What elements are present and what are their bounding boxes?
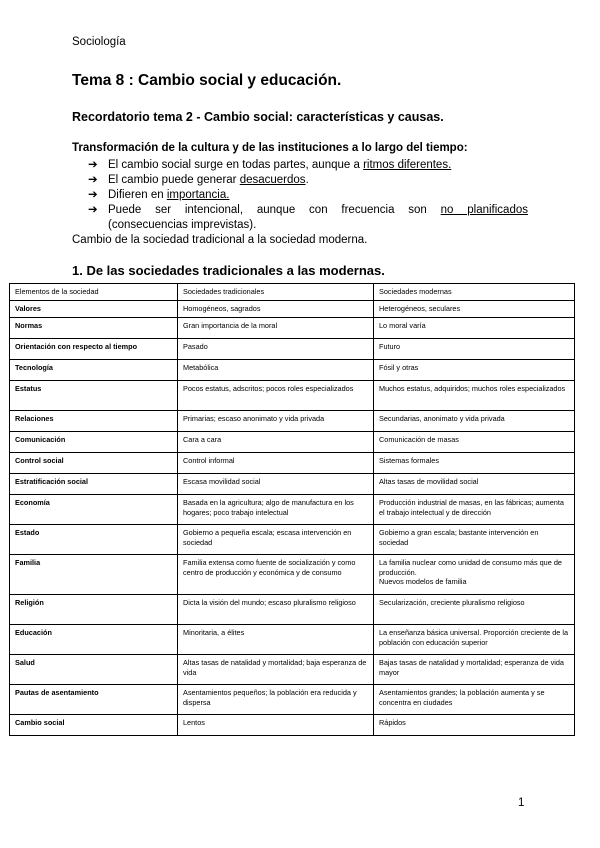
table-row <box>10 318 575 339</box>
table-cell: Altas tasas de natalidad y mortalidad; baja esperanza de vida <box>178 655 374 685</box>
table-cell: Minoritaria, a élites <box>178 625 374 655</box>
comparison-table <box>9 283 575 736</box>
table-cell: Salud <box>10 655 178 685</box>
table-row <box>10 715 575 736</box>
table-row <box>10 595 575 625</box>
table-cell: La familia nuclear como unidad de consumo más que de producción. Nuevos modelos de familia <box>374 555 575 595</box>
table-cell: Estatus <box>10 381 178 411</box>
list-item: ➔ Puede ser intencional, aunque con frecuencia son no planificados (consecuencias imprevistas). <box>88 204 528 231</box>
table-row <box>10 432 575 453</box>
table-cell: Altas tasas de movilidad social <box>374 474 575 495</box>
table-cell: Familia extensa como fuente de socialización y como centro de producción y económica y de consumo <box>178 555 374 595</box>
table-cell: Gobierno a gran escala; bastante intervención en sociedad <box>374 525 575 555</box>
table-row <box>10 685 575 715</box>
table-cell: Asentamientos grandes; la población aumenta y se concentra en ciudades <box>374 685 575 715</box>
table-header-cell: Elementos de la sociedad <box>10 284 178 301</box>
arrow-icon: ➔ <box>88 159 98 171</box>
table-cell: Relaciones <box>10 411 178 432</box>
table-cell: Pautas de asentamiento <box>10 685 178 715</box>
subject-label: Sociología <box>72 36 126 48</box>
table-cell: Basada en la agricultura; algo de manufactura en los hogares; poco trabajo intelectual <box>178 495 374 525</box>
table-cell: Familia <box>10 555 178 595</box>
table-cell: Pasado <box>178 339 374 360</box>
table-cell: Tecnología <box>10 360 178 381</box>
table-cell: Producción industrial de masas, en las fábricas; aumenta el trabajo intelectual y de dirección <box>374 495 575 525</box>
table-header-cell: Sociedades modernas <box>374 284 575 301</box>
table-cell: Lentos <box>178 715 374 736</box>
table-cell: Estado <box>10 525 178 555</box>
table-row <box>10 655 575 685</box>
table-cell: Pocos estatus, adscritos; pocos roles especializados <box>178 381 374 411</box>
closing-text: Cambio de la sociedad tradicional a la sociedad moderna. <box>72 234 368 246</box>
table-cell: Orientación con respecto al tiempo <box>10 339 178 360</box>
table-row <box>10 411 575 432</box>
table-cell: Educación <box>10 625 178 655</box>
table-cell: Futuro <box>374 339 575 360</box>
list-item: ➔ Difieren en importancia. <box>88 189 230 201</box>
table-cell: Religión <box>10 595 178 625</box>
table-row <box>10 495 575 525</box>
table-row <box>10 339 575 360</box>
table-row <box>10 381 575 411</box>
subtitle: Recordatorio tema 2 - Cambio social: características y causas. <box>72 110 444 124</box>
table-cell: Gobierno a pequeña escala; escasa intervención en sociedad <box>178 525 374 555</box>
table-cell: Comunicación de masas <box>374 432 575 453</box>
arrow-icon: ➔ <box>88 189 98 201</box>
arrow-icon: ➔ <box>88 174 98 186</box>
table-cell: Gran importancia de la moral <box>178 318 374 339</box>
table-header-cell: Sociedades tradicionales <box>178 284 374 301</box>
bullet-list <box>88 158 528 233</box>
list-item: ➔ El cambio puede generar desacuerdos. <box>88 174 309 186</box>
table-row <box>10 625 575 655</box>
table-cell: Estratificación social <box>10 474 178 495</box>
table-cell: Normas <box>10 318 178 339</box>
table-cell: Homogéneos, sagrados <box>178 301 374 318</box>
table-cell: Rápidos <box>374 715 575 736</box>
table-cell: Escasa movilidad social <box>178 474 374 495</box>
page-title: Tema 8 : Cambio social y educación. <box>72 72 342 89</box>
table-cell: Heterogéneos, seculares <box>374 301 575 318</box>
table-cell: Primarias; escaso anonimato y vida privada <box>178 411 374 432</box>
table-cell: Control informal <box>178 453 374 474</box>
table-row <box>10 453 575 474</box>
section-title: 1. De las sociedades tradicionales a las modernas. <box>72 263 385 278</box>
table-row <box>10 360 575 381</box>
table-cell: Economía <box>10 495 178 525</box>
table-cell: Valores <box>10 301 178 318</box>
table-cell: Bajas tasas de natalidad y mortalidad; esperanza de vida mayor <box>374 655 575 685</box>
table-row <box>10 474 575 495</box>
arrow-icon: ➔ <box>88 204 98 216</box>
page-number: 1 <box>518 797 525 809</box>
table-row <box>10 525 575 555</box>
table-cell: Lo moral varía <box>374 318 575 339</box>
table-header-row <box>10 284 575 301</box>
intro-heading: Transformación de la cultura y de las instituciones a lo largo del tiempo: <box>72 142 468 154</box>
table-cell: Secundarias, anonimato y vida privada <box>374 411 575 432</box>
table-cell: La enseñanza básica universal. Proporción creciente de la población con educación superior <box>374 625 575 655</box>
table-cell: Asentamientos pequeños; la población era reducida y dispersa <box>178 685 374 715</box>
table-cell: Comunicación <box>10 432 178 453</box>
table-cell: Secularización, creciente pluralismo religioso <box>374 595 575 625</box>
table-row <box>10 301 575 318</box>
table-cell: Cambio social <box>10 715 178 736</box>
table-row <box>10 555 575 595</box>
table-cell: Muchos estatus, adquiridos; muchos roles especializados <box>374 381 575 411</box>
table-cell: Metabólica <box>178 360 374 381</box>
table-cell: Control social <box>10 453 178 474</box>
table-cell: Sistemas formales <box>374 453 575 474</box>
table-cell: Cara a cara <box>178 432 374 453</box>
table-cell: Dicta la visión del mundo; escaso pluralismo religioso <box>178 595 374 625</box>
list-item: ➔ El cambio social surge en todas partes, aunque a ritmos diferentes. <box>88 159 452 171</box>
table-cell: Fósil y otras <box>374 360 575 381</box>
